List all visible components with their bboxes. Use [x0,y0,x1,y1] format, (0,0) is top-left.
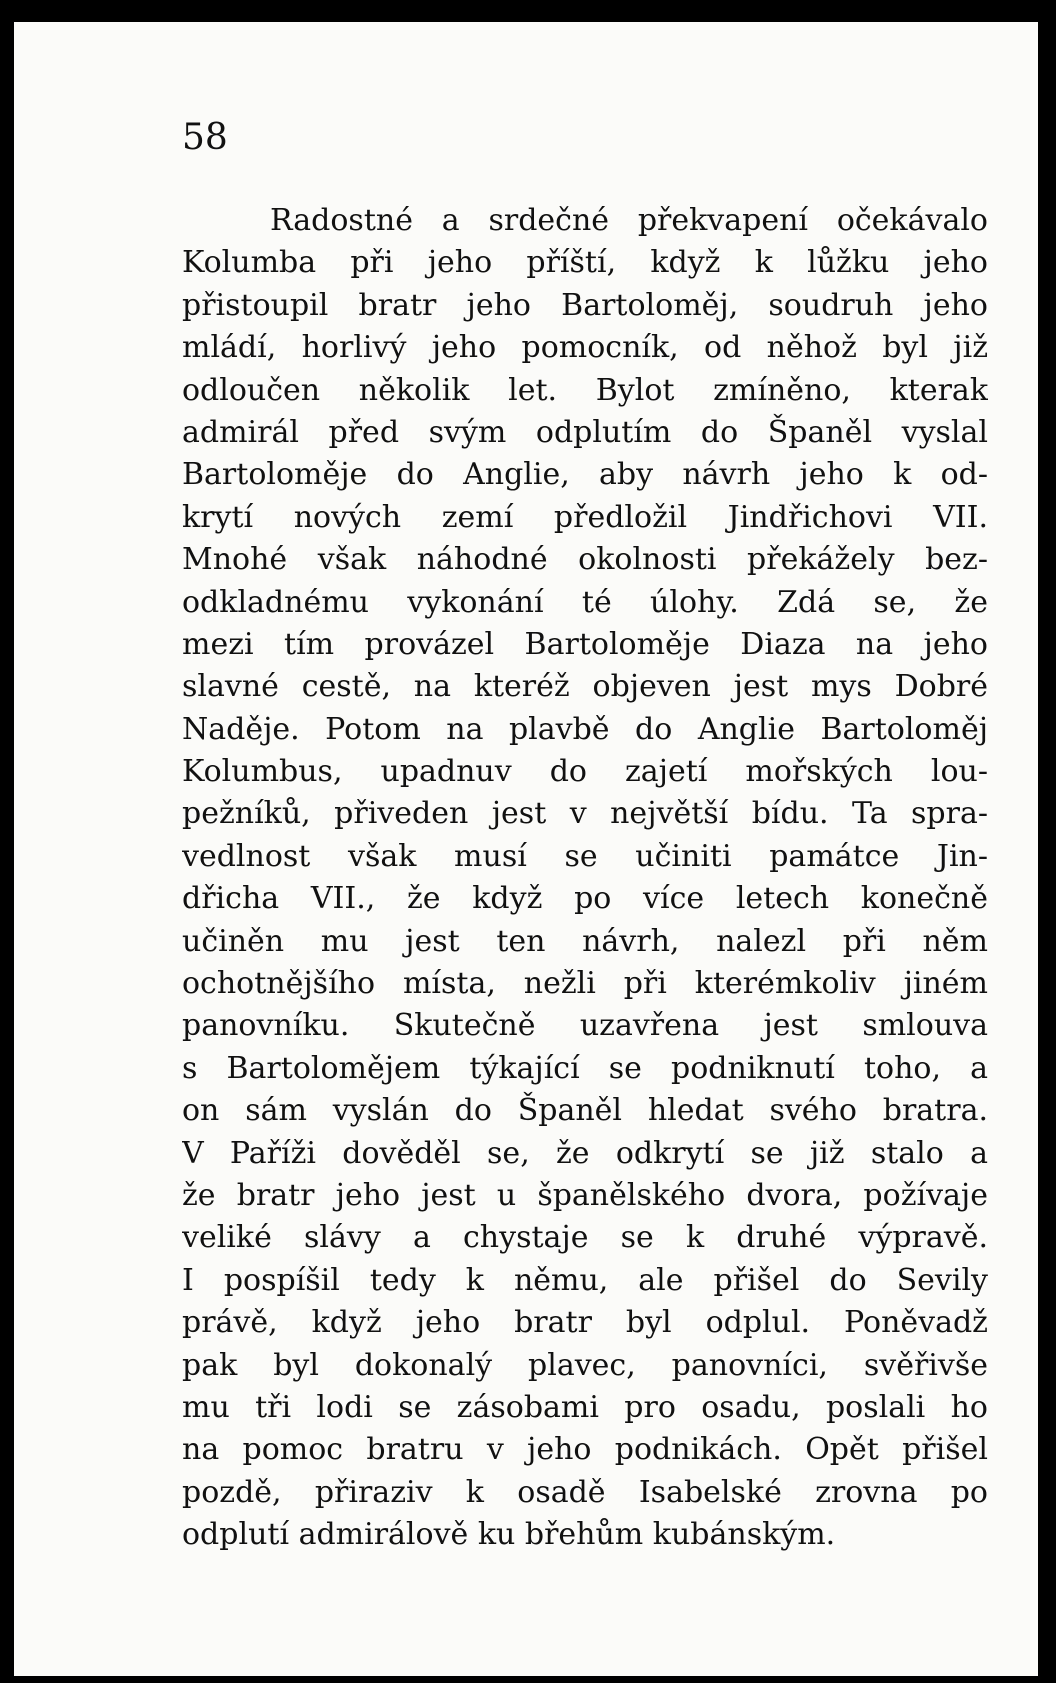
text-line: panovníku. Skutečně uzavřena jest smlouva [182,1008,988,1044]
text-line: právě, když jeho bratr byl odplul. Poněvadž [182,1305,988,1341]
text-line: pak byl dokonalý plavec, panovníci, svěřivše [182,1347,988,1383]
text-line: Kolumba při jeho příští, když k lůžku jeho [182,245,988,281]
text-line: na pomoc bratru v jeho podnikách. Opět přišel [182,1432,988,1468]
text-line: učiněn mu jest ten návrh, nalezl při něm [182,923,988,959]
text-line: on sám vyslán do Španěl hledat svého bratra. [182,1093,988,1129]
text-line: Kolumbus, upadnuv do zajetí mořských lou- [182,754,988,790]
text-line: pežníků, přiveden jest v největší bídu. Ta spra- [182,796,988,832]
text-line: přistoupil bratr jeho Bartoloměj, soudruh jeho [182,287,988,323]
text-line: s Bartolomějem týkající se podniknutí toho, a [182,1050,988,1086]
text-line: Mnohé však náhodné okolnosti překážely bez- [182,542,988,578]
text-line: I pospíšil tedy k němu, ale přišel do Sevily [182,1262,988,1298]
text-line: V Paříži dověděl se, že odkrytí se již stalo a [182,1135,988,1171]
page-number: 58 [182,117,228,158]
text-line: Radostné a srdečné překvapení očekávalo [270,203,988,238]
text-line: slavné cestě, na kteréž objeven jest mys Dobré [182,669,988,705]
text-line: odkladnému vykonání té úlohy. Zdá se, že [182,584,988,620]
text-line: mezi tím provázel Bartoloměje Diaza na jeho [182,626,988,662]
text-line: Bartoloměje do Anglie, aby návrh jeho k od- [182,457,988,493]
text-line: mu tři lodi se zásobami pro osadu, poslali ho [182,1389,988,1425]
text-line: ochotnějšího místa, nežli při kterémkoliv jiném [182,966,988,1002]
text-line: dřicha VII., že když po více letech konečně [182,881,988,917]
book-page [14,22,1038,1676]
text-line: mládí, horlivý jeho pomocník, od něhož byl již [182,330,988,366]
body-text [182,200,988,1557]
text-line: admirál před svým odplutím do Španěl vyslal [182,414,988,450]
text-line: veliké slávy a chystaje se k druhé výpravě. [182,1220,988,1256]
text-line: Naděje. Potom na plavbě do Anglie Bartoloměj [182,711,988,747]
text-line: pozdě, přiraziv k osadě Isabelské zrovna po [182,1474,988,1510]
text-line: vedlnost však musí se učiniti památce Jin- [182,838,988,874]
text-line: krytí nových zemí předložil Jindřichovi VII. [182,499,988,535]
text-line: odplutí admirálově ku břehům kubánským. [182,1517,836,1553]
text-line: odloučen několik let. Bylot zmíněno, kterak [182,372,988,408]
text-line: že bratr jeho jest u španělského dvora, požívaje [182,1177,988,1213]
